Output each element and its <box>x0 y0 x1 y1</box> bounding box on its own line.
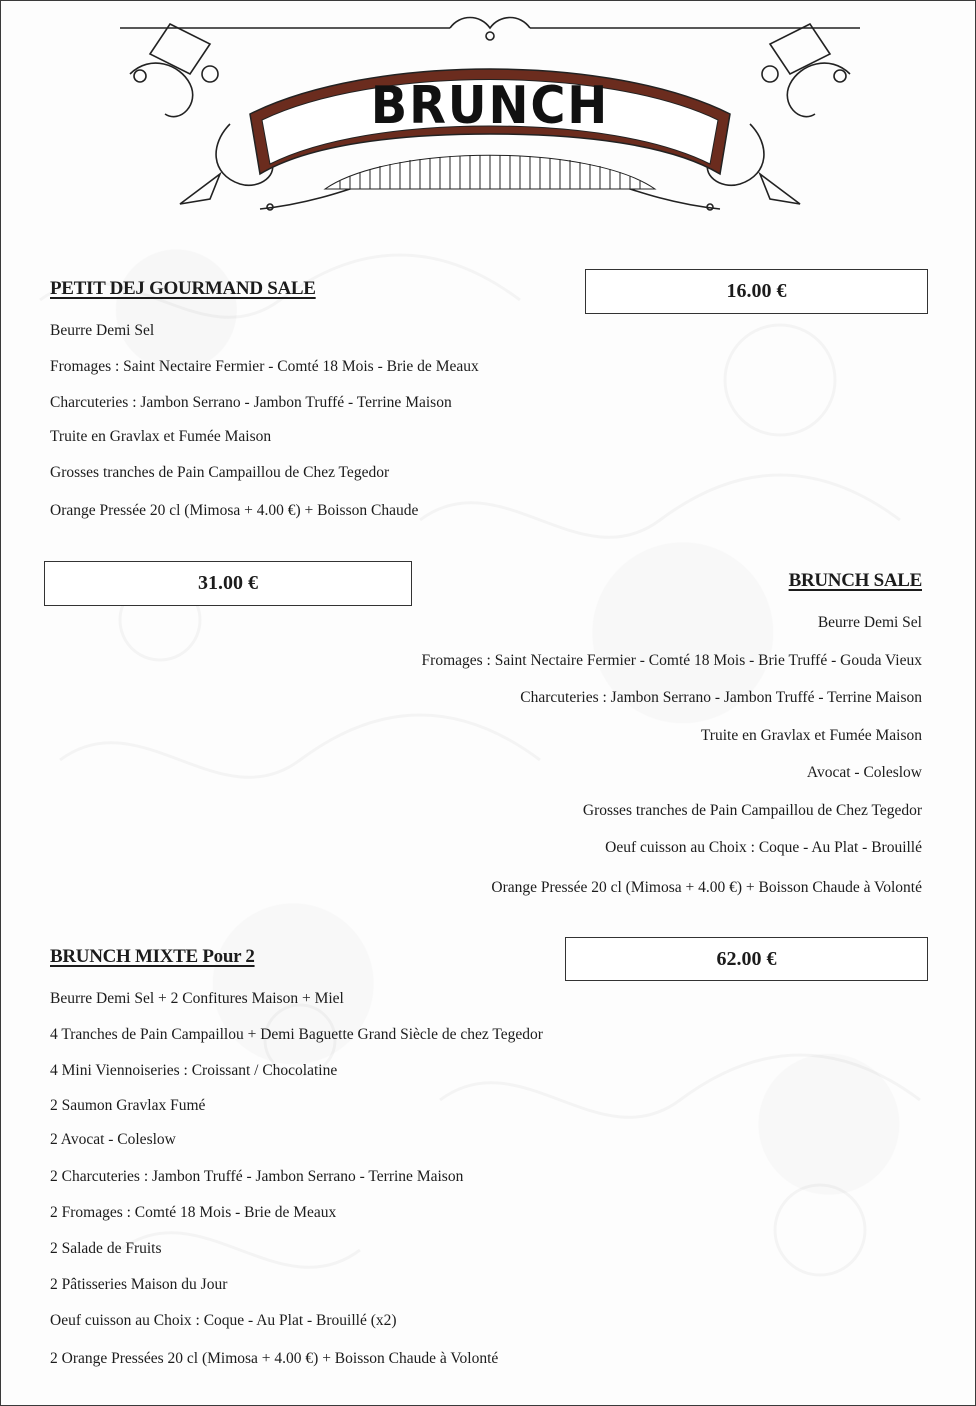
section-title-brunch-mixte: BRUNCH MIXTE Pour 2 <box>50 946 255 967</box>
list-item: Grosses tranches de Pain Campaillou de Chez Tegedor <box>582 802 922 819</box>
list-item: 4 Mini Viennoiseries : Croissant / Chocolatine <box>50 1062 338 1079</box>
list-item: Beurre Demi Sel + 2 Confitures Maison + Miel <box>50 990 344 1007</box>
list-item: 2 Charcuteries : Jambon Truffé - Jambon Serrano - Terrine Maison <box>50 1168 464 1185</box>
section-title-petit-dej: PETIT DEJ GOURMAND SALE <box>50 278 316 299</box>
list-item: 2 Pâtisseries Maison du Jour <box>50 1276 228 1293</box>
section-title-brunch-sale: BRUNCH SALE <box>788 570 922 591</box>
list-item: Avocat - Coleslow <box>806 764 922 781</box>
list-item: Truite en Gravlax et Fumée Maison <box>700 727 922 744</box>
list-item: Beurre Demi Sel <box>50 322 155 339</box>
list-item: Orange Pressée 20 cl (Mimosa + 4.00 €) + Boisson Chaude à Volonté <box>491 879 922 896</box>
list-item: Oeuf cuisson au Choix : Coque - Au Plat - Brouillé (x2) <box>50 1312 397 1329</box>
list-item: Orange Pressée 20 cl (Mimosa + 4.00 €) + Boisson Chaude <box>50 502 419 519</box>
list-item: 2 Fromages : Comté 18 Mois - Brie de Meaux <box>50 1204 337 1221</box>
price-petit-dej: 16.00 € <box>585 269 928 314</box>
list-item: Fromages : Saint Nectaire Fermier - Comté 18 Mois - Brie de Meaux <box>50 358 479 375</box>
list-item: Fromages : Saint Nectaire Fermier - Comté 18 Mois - Brie Truffé - Gouda Vieux <box>421 652 922 669</box>
list-item: 2 Orange Pressées 20 cl (Mimosa + 4.00 €) + Boisson Chaude à Volonté <box>50 1350 499 1367</box>
list-item: 4 Tranches de Pain Campaillou + Demi Baguette Grand Siècle de chez Tegedor <box>50 1026 543 1043</box>
item-list-brunch-sale <box>380 612 922 912</box>
list-item: Oeuf cuisson au Choix : Coque - Au Plat - Brouillé <box>605 839 922 856</box>
price-brunch-sale: 31.00 € <box>44 561 412 606</box>
list-item: 2 Saumon Gravlax Fumé <box>50 1097 206 1114</box>
list-item: Truite en Gravlax et Fumée Maison <box>50 428 272 445</box>
brunch-header <box>110 14 870 224</box>
list-item: Grosses tranches de Pain Campaillou de Chez Tegedor <box>50 464 390 481</box>
list-item: 2 Avocat - Coleslow <box>50 1131 176 1148</box>
list-item: 2 Salade de Fruits <box>50 1240 162 1257</box>
list-item: Beurre Demi Sel <box>817 614 922 631</box>
price-brunch-mixte: 62.00 € <box>565 937 928 981</box>
brunch-title: BRUNCH <box>370 76 610 136</box>
item-list-petit-dej <box>50 320 570 530</box>
list-item: Charcuteries : Jambon Serrano - Jambon Truffé - Terrine Maison <box>520 689 922 706</box>
item-list-brunch-mixte <box>50 988 610 1388</box>
list-item: Charcuteries : Jambon Serrano - Jambon Truffé - Terrine Maison <box>50 394 452 411</box>
